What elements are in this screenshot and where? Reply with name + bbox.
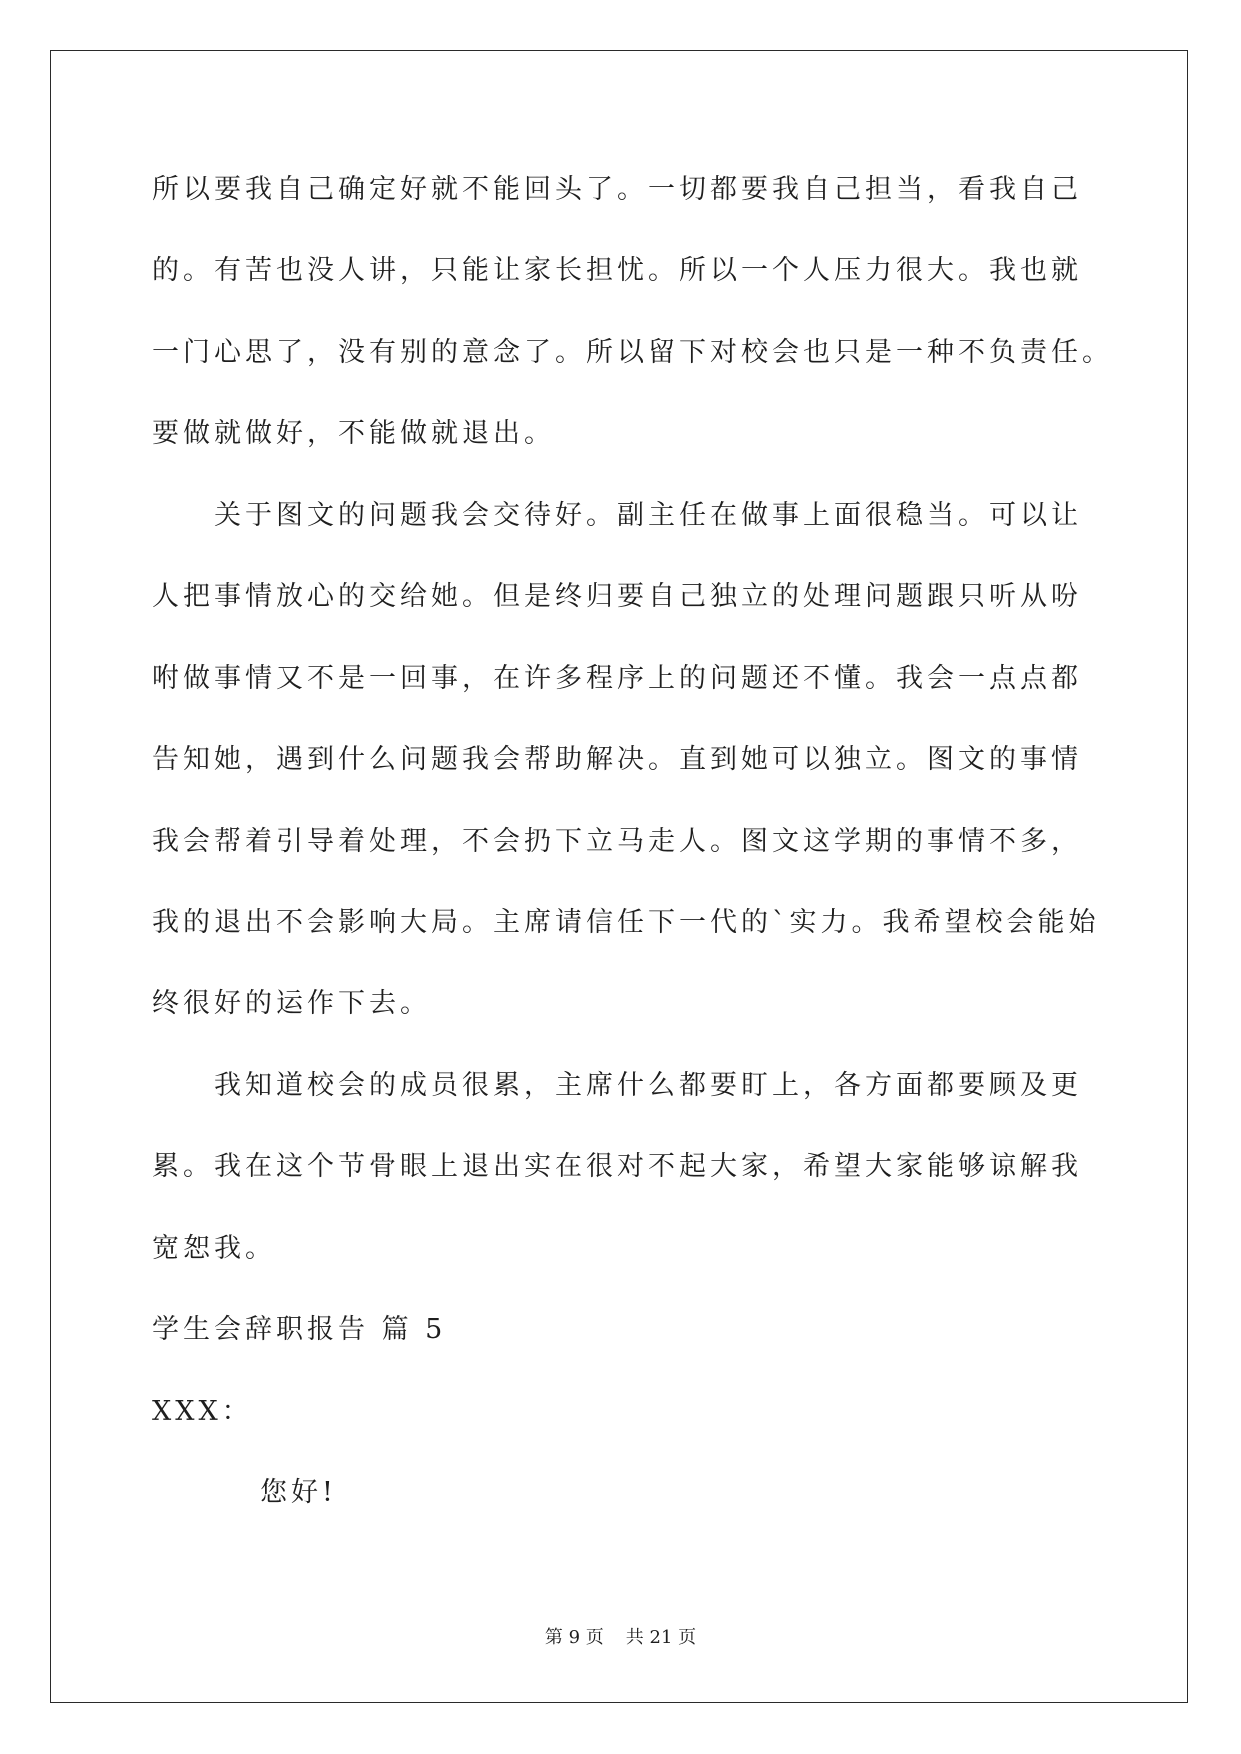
body-line: 一门心思了，没有别的意念了。所以留下对校会也只是一种不负责任。: [152, 336, 1113, 368]
paragraph: [152, 149, 1162, 475]
page-total: 共 21 页: [625, 1627, 697, 1648]
body-line: 告知她，遇到什么问题我会帮助解决。直到她可以独立。图文的事情: [152, 744, 1082, 776]
paragraph: [152, 1045, 1162, 1289]
body-line: 宽恕我。: [152, 1232, 276, 1264]
page-number: 第 9 页: [544, 1627, 604, 1648]
document-body: [152, 149, 1162, 1533]
salutation: XXX：: [152, 1395, 253, 1427]
body-line: 人把事情放心的交给她。但是终归要自己独立的处理问题跟只听从吩: [152, 581, 1082, 613]
body-line: 累。我在这个节骨眼上退出实在很对不起大家，希望大家能够谅解我: [152, 1151, 1082, 1183]
body-line: 我知道校会的成员很累，主席什么都要盯上，各方面都要顾及更: [214, 1069, 1082, 1101]
body-line: 咐做事情又不是一回事，在许多程序上的问题还不懂。我会一点点都: [152, 662, 1082, 694]
section-title: 学生会辞职报告 篇 5: [152, 1314, 447, 1346]
body-line: 所以要我自己确定好就不能回头了。一切都要我自己担当，看我自己: [152, 174, 1082, 205]
greeting: 您好!: [260, 1477, 337, 1508]
body-line: 的。有苦也没人讲，只能让家长担忧。所以一个人压力很大。我也就: [152, 255, 1082, 287]
page-footer: [0, 1624, 1241, 1652]
paragraph: [152, 475, 1162, 1045]
body-line: 我的退出不会影响大局。主席请信任下一代的`实力。我希望校会能始: [152, 906, 1100, 938]
body-line: 关于图文的问题我会交待好。副主任在做事上面很稳当。可以让: [214, 499, 1082, 531]
body-line: 要做就做好，不能做就退出。: [152, 418, 555, 450]
body-line: 我会帮着引导着处理，不会扔下立马走人。图文这学期的事情不多，: [152, 825, 1082, 857]
body-line: 终很好的运作下去。: [152, 988, 431, 1020]
